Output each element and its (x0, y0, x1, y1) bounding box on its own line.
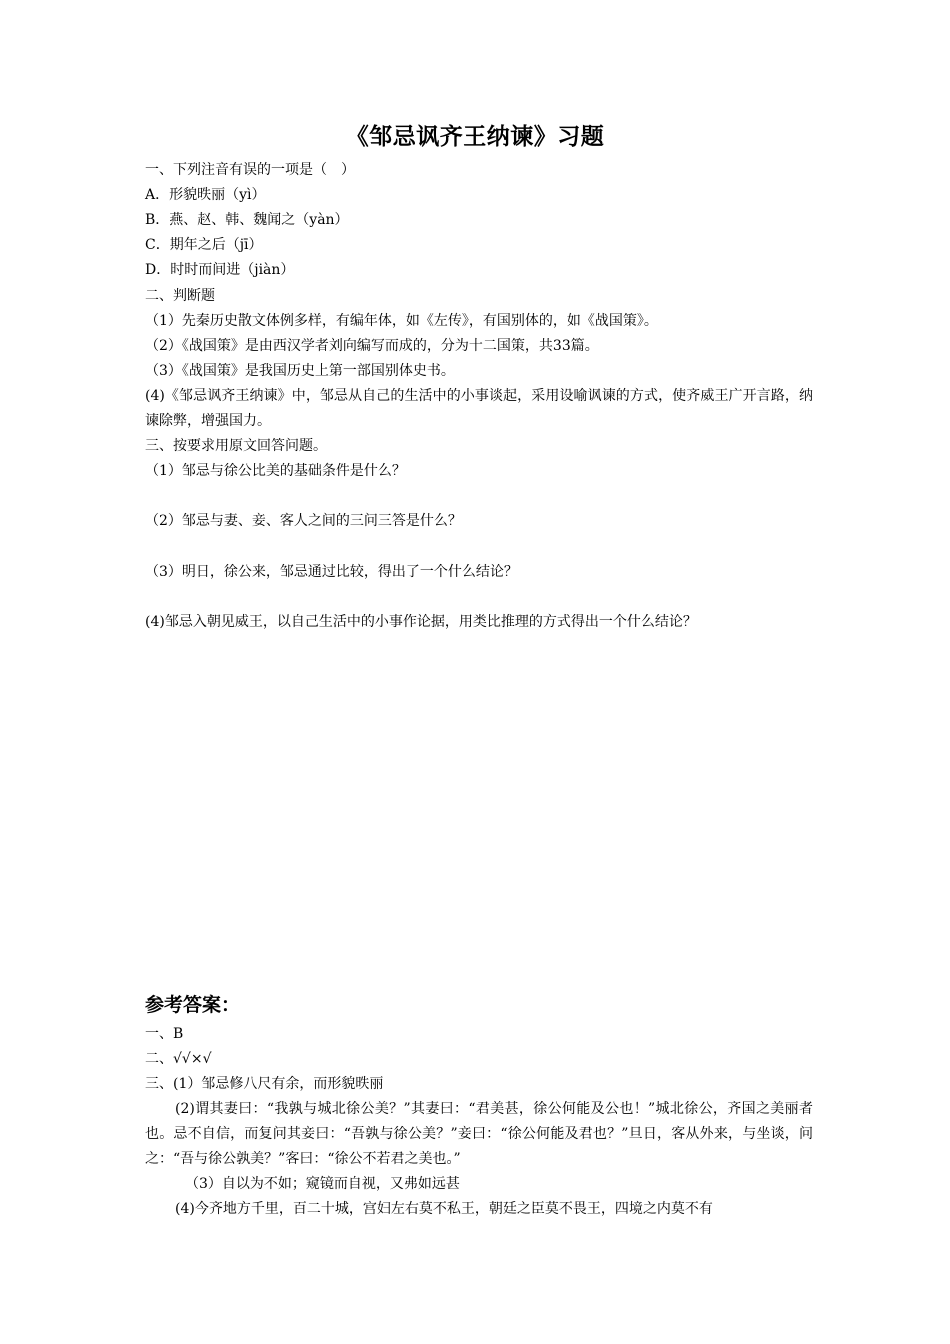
option-a: A．形貌昳丽（yì） (145, 187, 266, 203)
answer-2: 二、√√×√ (145, 1051, 212, 1067)
short-answer-question-2: （2）邹忌与妻、妾、客人之间的三问三答是什么？ (145, 513, 462, 529)
question-1-heading: 一、下列注音有误的一项是（ ） (145, 162, 355, 178)
short-answer-question-3: （3）明日，徐公来，邹忌通过比较，得出了一个什么结论？ (145, 564, 518, 580)
answer-1: 一、B (145, 1026, 184, 1042)
question-3-heading: 三、按要求用原文回答问题。 (145, 438, 327, 454)
page-title: 《邹忌讽齐王纳谏》习题 (345, 124, 605, 150)
option-b: B．燕、赵、韩、魏闻之（yàn） (145, 212, 349, 228)
question-2-heading: 二、判断题 (145, 288, 215, 304)
judgment-item-4: (4)《邹忌讽齐王纳谏》中，邹忌从自己的生活中的小事谈起，采用设喻讽谏的方式，使齐威王广开言路，纳谏除弊，增强国力。 (145, 388, 813, 429)
option-d: D．时时而间进（jiàn） (145, 262, 295, 278)
option-c: C．期年之后（jī） (145, 237, 263, 253)
short-answer-question-4: (4)邹忌入朝见威王，以自己生活中的小事作论据，用类比推理的方式得出一个什么结论？ (145, 614, 697, 630)
answer-3-2: (2)谓其妻曰：“我孰与城北徐公美？”其妻曰：“君美甚，徐公何能及公也！”城北徐公，齐国之美丽者也。忌不自信，而复问其妾曰：“吾孰与徐公美？”妾曰：“徐公何能及君也？”旦日，客从外来，与坐谈，问之：“吾与徐公孰美？”客曰：“徐公不若君之美也。” (145, 1101, 813, 1167)
answer-3-4: (4)今齐地方千里，百二十城，宫妇左右莫不私王，朝廷之臣莫不畏王，四境之内莫不有 (175, 1201, 713, 1217)
answers-heading: 参考答案： (145, 994, 241, 1016)
judgment-item-3: （3）《战国策》是我国历史上第一部国别体史书。 (145, 363, 455, 379)
judgment-item-1: （1）先秦历史散文体例多样，有编年体，如《左传》，有国别体的，如《战国策》。 (145, 313, 658, 329)
answer-3-1: 三、(1）邹忌修八尺有余，而形貌昳丽 (145, 1076, 384, 1092)
answer-3-3: （3）自以为不如；窥镜而自视，又弗如远甚 (185, 1176, 460, 1192)
short-answer-question-1: （1）邹忌与徐公比美的基础条件是什么？ (145, 463, 406, 479)
judgment-item-2: （2）《战国策》是由西汉学者刘向编写而成的，分为十二国策，共33篇。 (145, 338, 599, 354)
